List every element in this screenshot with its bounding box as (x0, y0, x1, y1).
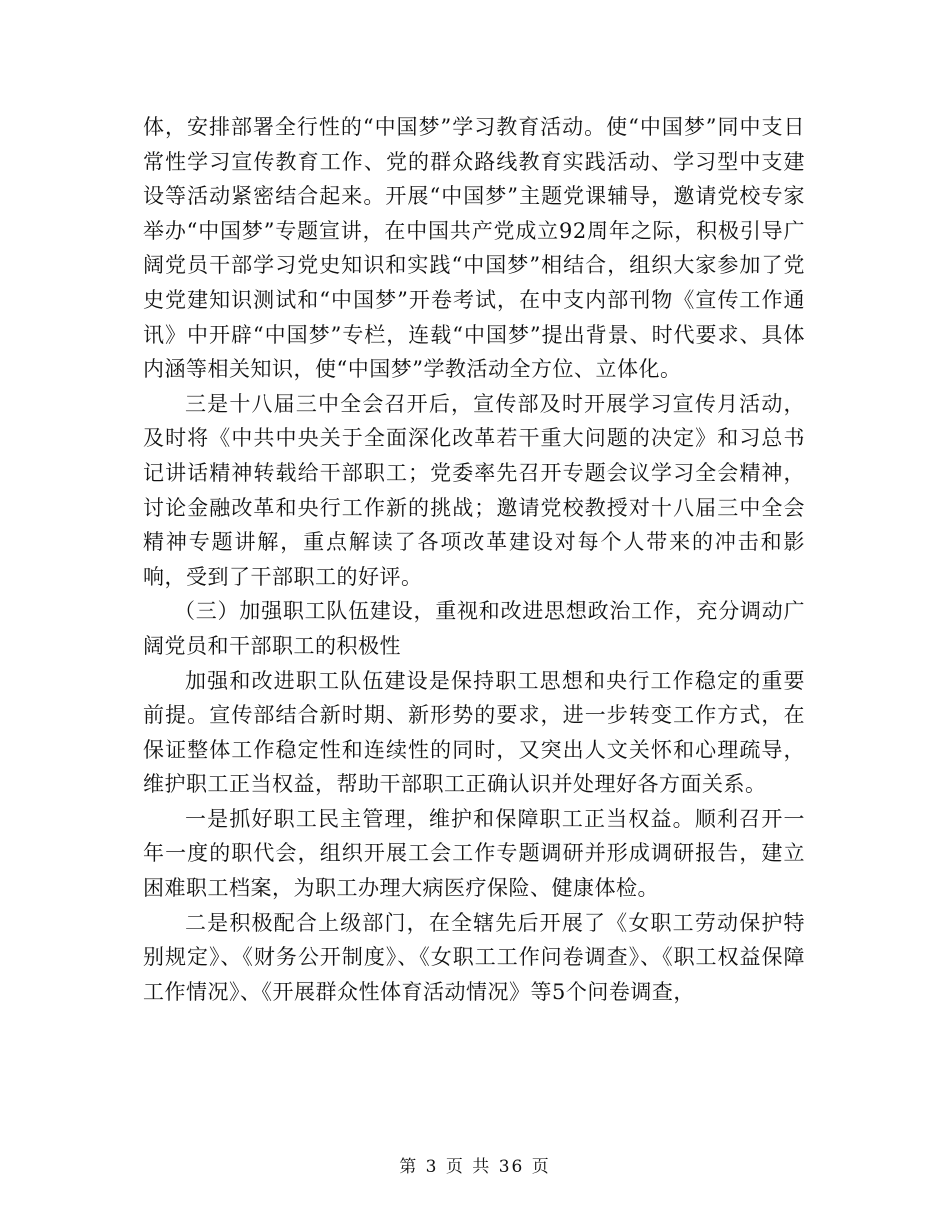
paragraph-continued: 体，安排部署全行性的“中国梦”学习教育活动。使“中国梦”同中支日常性学习宣传教育工作、党的群众路线教育实践活动、学习型中支建设等活动紧密结合起来。开展“中国梦”主题党课辅导，邀请党校专家举办“中国梦”专题宣讲，在中国共产党成立92周年之际，积极引导广阔党员干部学习党史知识和实践“中国梦”相结合，组织大家参加了党史党建知识测试和“中国梦”开卷考试，在中支内部刊物《宣传工作通讯》中开辟“中国梦”专栏，连载“中国梦”提出背景、时代要求、具体内涵等相关知识，使“中国梦”学教活动全方位、立体化。 (143, 115, 805, 382)
paragraph-third-point: 三是十八届三中全会召开后，宣传部及时开展学习宣传月活动，及时将《中共中央关于全面深化改革若干重大问题的决定》和习总书记讲话精神转载给干部职工；党委率先召开专题会议学习全会精神，讨论金融改革和央行工作新的挑战；邀请党校教授对十八届三中全会精神专题讲解，重点解读了各项改革建设对每个人带来的冲击和影响，受到了干部职工的好评。 (143, 391, 805, 589)
paragraph-second-point: 二是积极配合上级部门，在全辖先后开展了《女职工劳动保护特别规定》、《财务公开制度》、《女职工工作问卷调查》、《职工权益保障工作情况》、《开展群众性体育活动情况》等5个问卷调查， (143, 910, 805, 1004)
document-body (143, 110, 805, 1009)
section-heading: （三）加强职工队伍建设，重视和改进思想政治工作，充分调动广阔党员和干部职工的积极性 (143, 599, 805, 658)
page-footer: 第 3 页 共 36 页 (399, 1157, 551, 1177)
paragraph-intro: 加强和改进职工队伍建设是保持职工思想和央行工作稳定的重要前提。宣传部结合新时期、新形势的要求，进一步转变工作方式，在保证整体工作稳定性和连续性的同时，又突出人文关怀和心理疏导，维护职工正当权益，帮助干部职工正确认识并处理好各方面关系。 (143, 668, 805, 797)
paragraph-first-point: 一是抓好职工民主管理，维护和保障职工正当权益。顺利召开一年一度的职代会，组织开展工会工作专题调研并形成调研报告，建立困难职工档案，为职工办理大病医疗保险、健康体检。 (143, 806, 805, 901)
